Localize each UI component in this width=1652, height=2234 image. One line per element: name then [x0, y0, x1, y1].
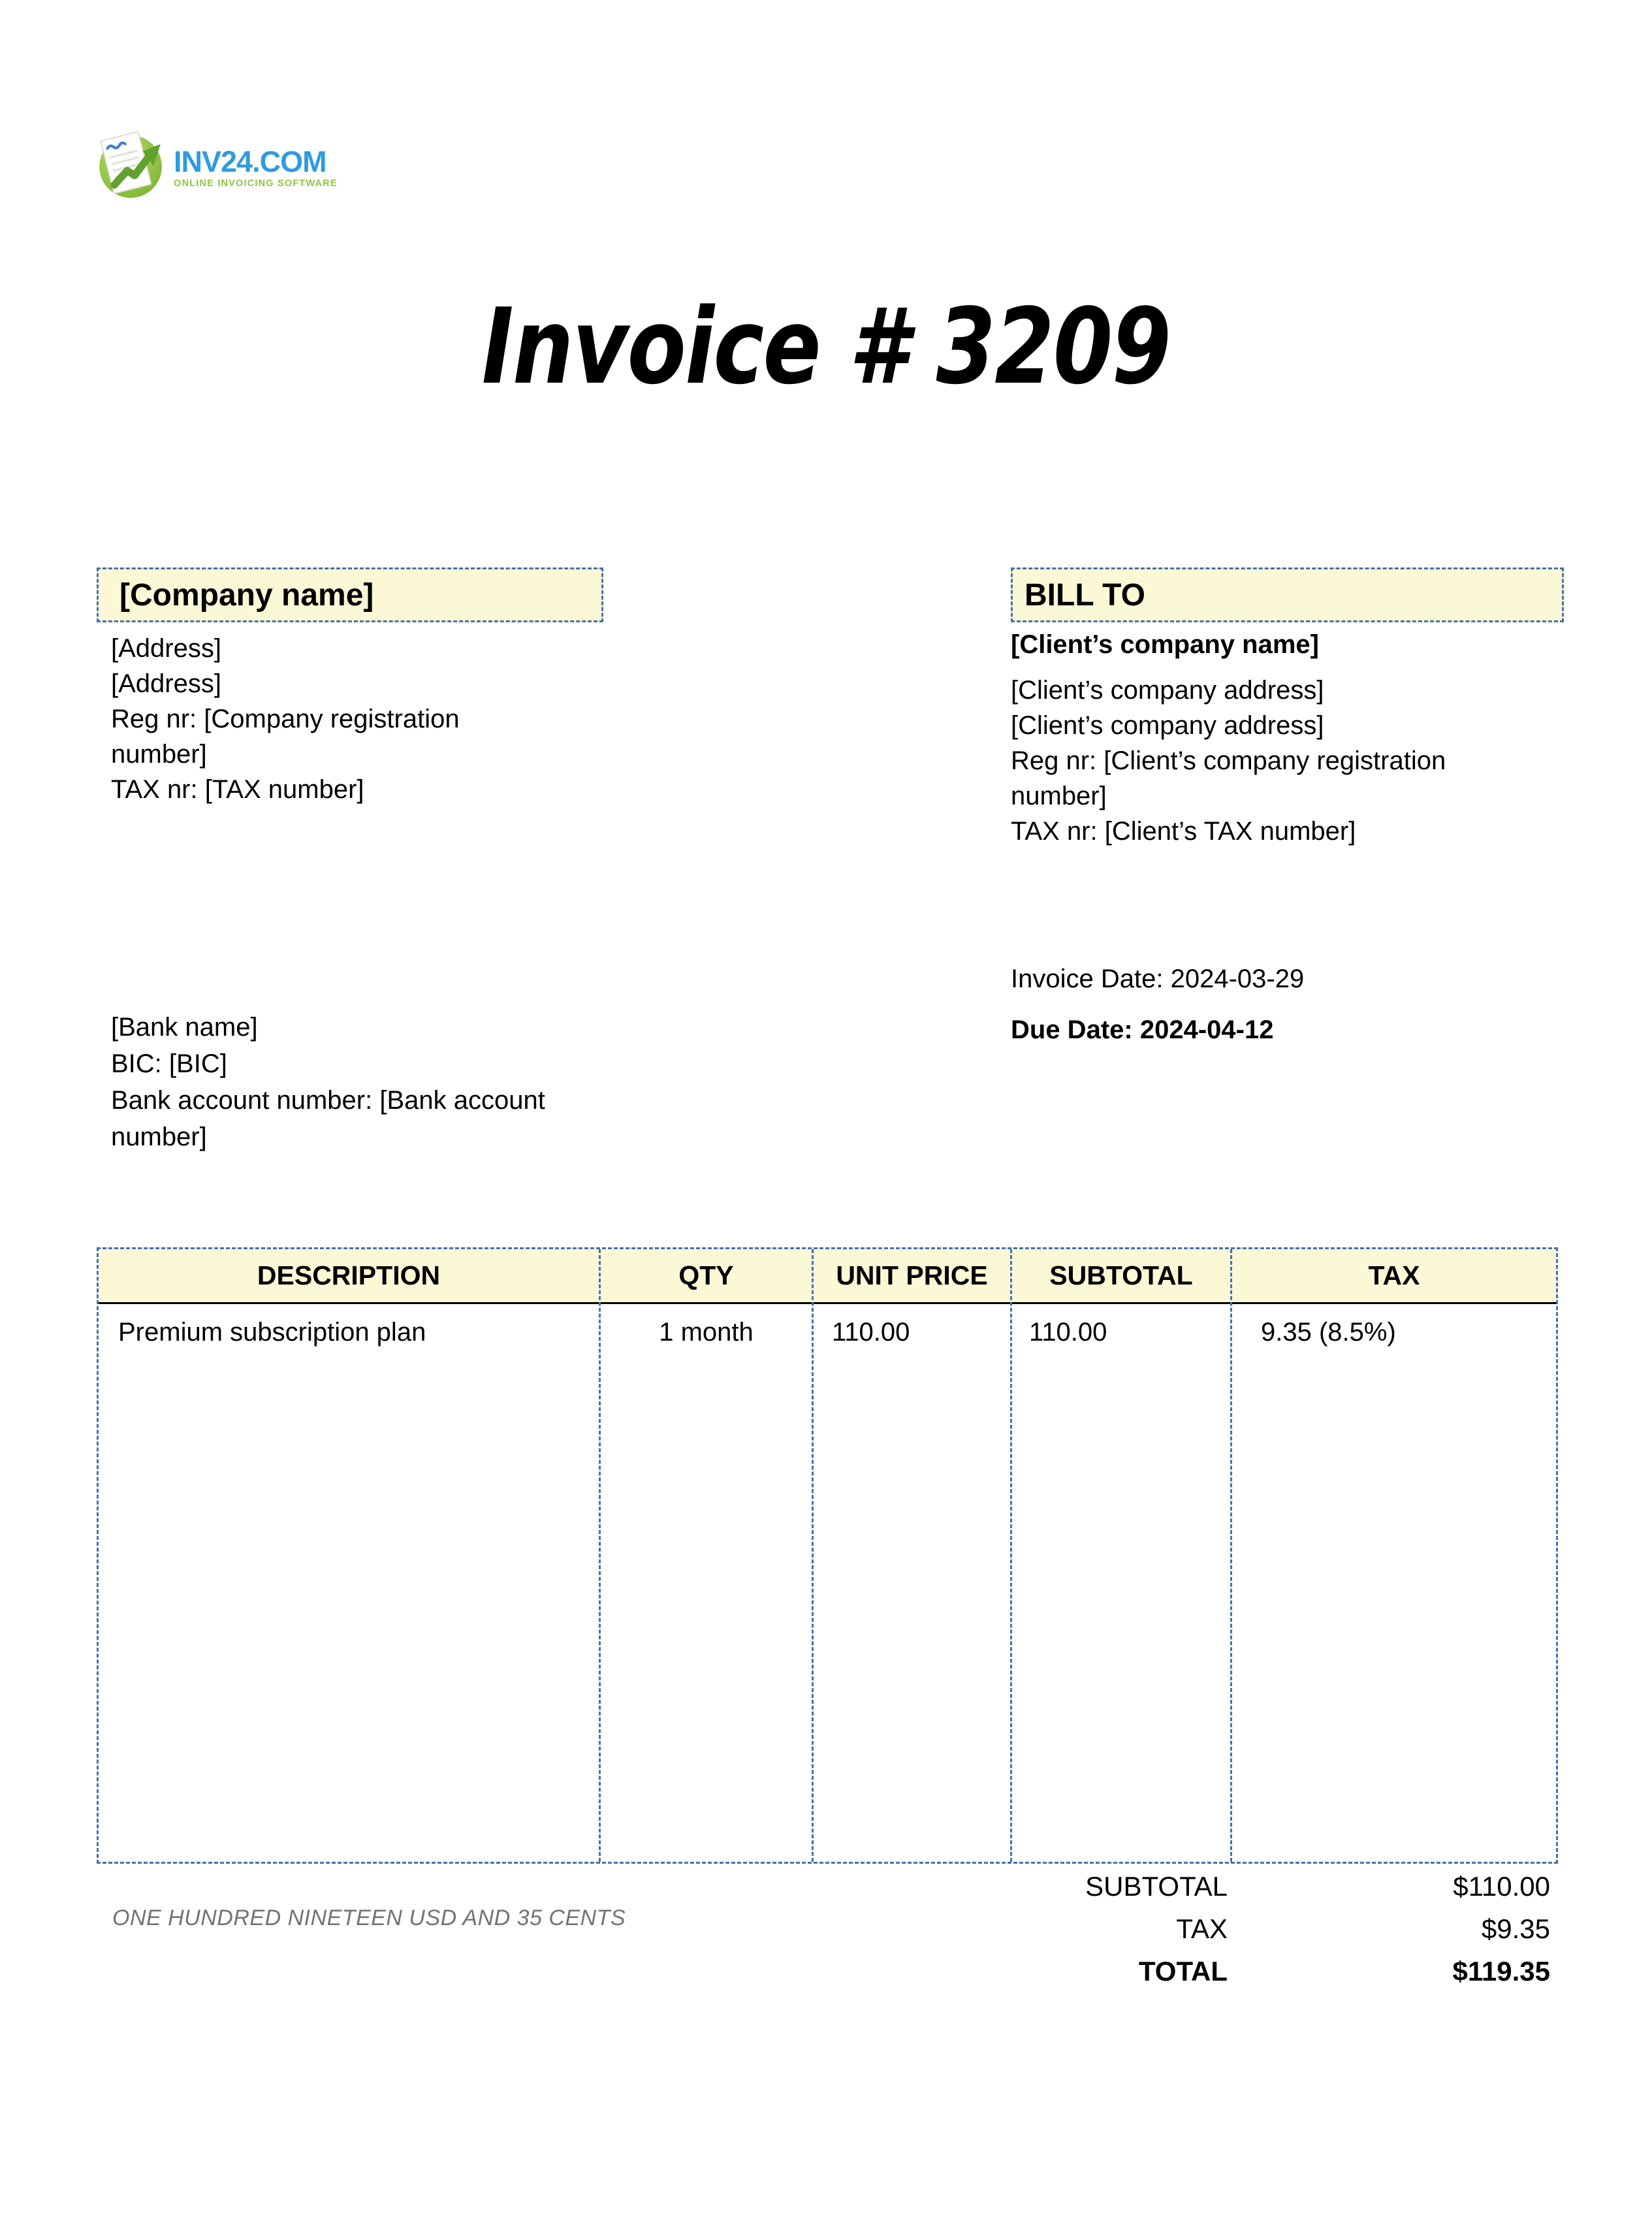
text-line: [Address] [111, 634, 221, 663]
text-line: number] [111, 1123, 207, 1151]
due-date-value: 2024-04-12 [1139, 1015, 1274, 1044]
tax-value: $9.35 [1481, 1913, 1550, 1944]
text-line: [Client’s company address] [1011, 711, 1324, 740]
cell-qty: 1 month [659, 1318, 754, 1347]
text-line: Reg nr: [Client’s company registration [1011, 746, 1446, 775]
invoice-date-label: Invoice Date: [1011, 965, 1164, 993]
logo-brand: INV24.COM [174, 145, 326, 178]
total-label: TOTAL [1138, 1955, 1228, 1987]
text-line: [Client’s company address] [1011, 676, 1324, 705]
text-line: BIC: [BIC] [111, 1049, 227, 1078]
text-line: Reg nr: [Company registration [111, 705, 460, 733]
header-qty: QTY [601, 1249, 812, 1304]
amount-in-words: ONE HUNDRED NINETEEN USD AND 35 CENTS [112, 1906, 626, 1930]
subtotal-value: $110.00 [1453, 1870, 1550, 1902]
due-date-label: Due Date: [1011, 1015, 1133, 1044]
company-name-label: [Company name] [119, 577, 374, 613]
column-description [99, 1249, 599, 1862]
client-details [1011, 673, 1446, 849]
subtotal-row [97, 1865, 1558, 1907]
header-tax: TAX [1232, 1249, 1556, 1304]
text-line: Bank account number: [Bank account [111, 1086, 545, 1115]
text-line: TAX nr: [TAX number] [111, 775, 364, 804]
column-qty [599, 1249, 812, 1862]
text-line: [Bank name] [111, 1013, 258, 1042]
cell-unit-price: 110.00 [832, 1318, 910, 1347]
invoice-growth-icon [97, 131, 165, 199]
header-unit-price: UNIT PRICE [814, 1249, 1010, 1304]
column-tax [1230, 1249, 1556, 1862]
total-value: $119.35 [1452, 1955, 1550, 1987]
invoice-date-value: 2024-03-29 [1170, 965, 1305, 993]
total-row [97, 1950, 1558, 1992]
client-company-name: [Client’s company name] [1011, 630, 1319, 659]
subtotal-label: SUBTOTAL [1085, 1870, 1228, 1902]
header-subtotal: SUBTOTAL [1012, 1249, 1230, 1304]
text-line: number] [111, 740, 207, 769]
invoice-dates [1011, 963, 1304, 1045]
header-description: DESCRIPTION [99, 1249, 599, 1304]
tax-label: TAX [1176, 1913, 1228, 1944]
bill-to-box [1011, 567, 1564, 622]
seller-details [111, 631, 460, 807]
logo [97, 131, 338, 199]
text-line: TAX nr: [Client’s TAX number] [1011, 817, 1356, 846]
column-subtotal [1010, 1249, 1230, 1862]
company-name-box [97, 567, 603, 622]
cell-description: Premium subscription plan [118, 1318, 426, 1347]
logo-text [174, 145, 338, 189]
line-items-table [97, 1247, 1558, 1864]
invoice-title: Invoice # 3209 [481, 285, 1171, 407]
cell-tax: 9.35 (8.5%) [1261, 1318, 1396, 1347]
bill-to-header: BILL TO [1025, 577, 1145, 613]
logo-tagline: ONLINE INVOICING SOFTWARE [174, 178, 338, 189]
invoice-date-line [1011, 963, 1304, 995]
bank-details [111, 1009, 545, 1155]
text-line: [Address] [111, 669, 221, 698]
column-unit-price [812, 1249, 1010, 1862]
due-date-line [1011, 1014, 1304, 1045]
text-line: number] [1011, 782, 1107, 810]
cell-subtotal: 110.00 [1029, 1318, 1107, 1347]
